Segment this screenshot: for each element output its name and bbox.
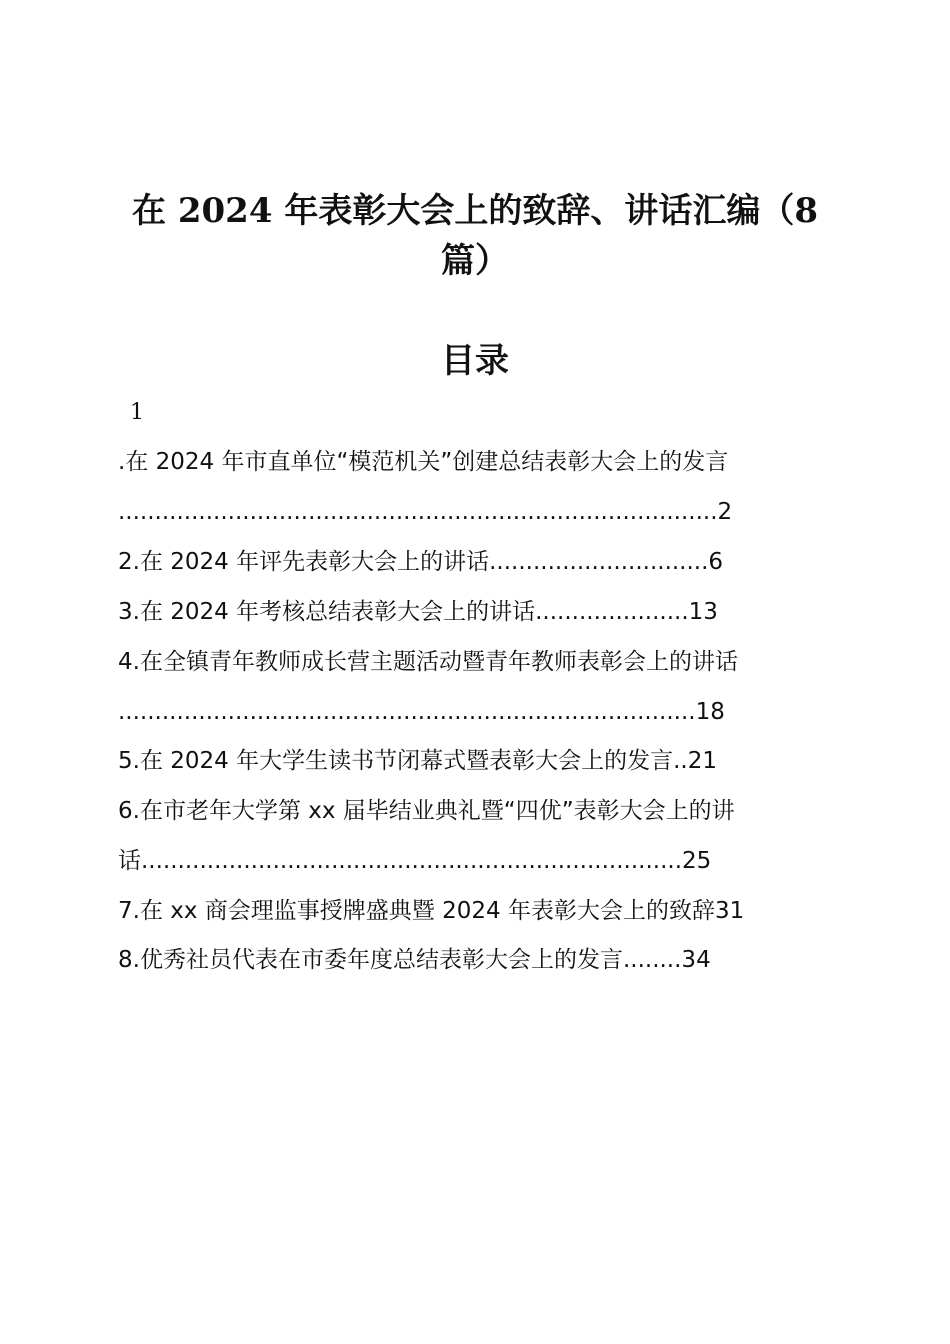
toc-line: 1 [130,400,144,425]
toc-line: ..................................................................................2 [118,499,733,525]
toc-line: .在 2024 年市直单位“模范机关”创建总结表彰大会上的发言 [118,449,729,475]
toc-line: 4.在全镇青年教师成长营主题活动暨青年教师表彰会上的讲话 [118,649,738,675]
toc-heading: 目录 [441,341,509,381]
toc-line: 7.在 xx 商会理监事授牌盛典暨 2024 年表彰大会上的致辞31 [118,898,745,924]
toc-line: 5.在 2024 年大学生读书节闭幕式暨表彰大会上的发言..21 [118,748,717,774]
toc-line: 2.在 2024 年评先表彰大会上的讲话..............................6 [118,549,724,575]
toc-line: ...............................................................................18 [118,699,725,725]
toc-line: 6.在市老年大学第 xx 届毕结业典礼暨“四优”表彰大会上的讲 [118,798,735,824]
toc-line: 8.优秀社员代表在市委年度总结表彰大会上的发言........34 [118,947,711,973]
toc-line: 话..........................................................................25 [118,848,712,874]
toc-line: 3.在 2024 年考核总结表彰大会上的讲话.....................13 [118,599,718,625]
document-title-line-2: 篇） [441,241,509,281]
document-title-line-1: 在 2024 年表彰大会上的致辞、讲话汇编（8 [132,191,818,231]
